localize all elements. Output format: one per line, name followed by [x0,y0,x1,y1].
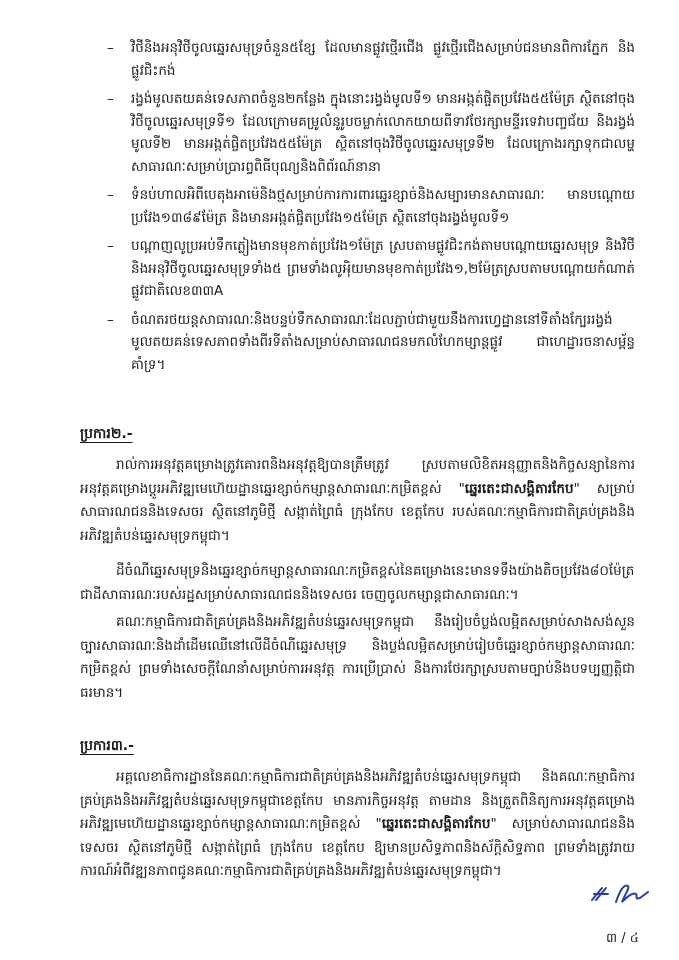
list-item [107,309,635,377]
paragraph-text: អគ្គលេខាធិការដ្ឋាននៃគណៈកម្មាធិការជាតិគ្រប់គ្រងនិងអភិវឌ្ឍតំបន់ឆ្នេរសមុទ្រកម្ពុជា និងគណៈកម្មាធិការគ្រប់គ្រងនិងអភិវឌ្ឍតំបន់ឆ្នេរសមុទ្រកម្ពុជាខេត្តកែប មានភារកិច្ចអនុវត្ត តាមដាន និងត្រួតពិនិត្យការអនុវត្តគម្រោងអភិវឌ្ឍមេហ៊េយដ្ឋានឆ្នេរខ្សាច់កម្សាន្តសាធារណៈកម្រិតខ្ពស់ " [80,769,635,832]
list-item-text: ចំណតរថយន្តសាធារណៈនិងបន្ទប់ទឹកសាធារណៈដែលភ្ជាប់ជាមួយនឹងការហ្វេដ្ឋាននៅទីតាំងក្បែររង្វង់មូលតយគន់ទេសភាពទាំងពីរទីតាំងសម្រាប់សាធារណជនមកលំហែកម្សាន្តផ្លូវ ជាហេដ្ឋារចនាសម្ព័ន្ធគាំទ្រ។ [131,311,635,373]
article-2-paragraph-1 [80,454,635,548]
bullet-dash: – [107,311,114,328]
page-number: ៣ / ៤ [606,931,639,946]
list-item [107,235,635,303]
list-item [107,88,635,178]
list-item-text: រង្វង់មូលតយគន់ទេសភាពចំនួន២កន្លែង ក្នុងនោះរង្វង់មូលទី១ មានអង្កត់ផ្ចិតប្រវែង៥៥ម៉ែត្រ ស្ថិតនៅចុងវិថីចូលឆ្នេរសមុទ្រទី១ ដែលក្រោមគម្រូលំនូរូបចម្លាក់លោកយាយពីទាវថែរក្សាមន្ទីរទេវាបញ្ចជ័យ និងរង្វង់មូលទី២ មានអង្កត់ផ្ចិតប្រវែង៥៥ម៉ែត្រ ស្ថិតនៅចុងវិថីចូលឆ្នេរសមុទ្រទី២ ដែលក្រោងរក្សាទុកជាលម្ហសាធារណៈសម្រាប់ប្រារព្ធពិធីបុណ្យនិងពិព័រណ៍នានា [131,91,635,175]
paragraph-text: " សម្រាប់សាធារណជននិងទេសចរ ស្ថិតនៅភូមិថ្មី សង្កាត់ព្រៃធំ ក្រុងកែប ខេត្តកែប ឱ្យមានប្រសិទ្ធភាពនិងស័ក្តិសិទ្ធភាព ព្រមទាំងត្រូវរាយការណ៍អំពីវឌ្ឍនភាពជូនគណៈកម្មាធិការជាតិគ្រប់គ្រងនិងអភិវឌ្ឍតំបន់ឆ្នេរសមុទ្រកម្ពុជា។ [80,816,635,879]
bullet-dash: – [107,238,114,254]
article-2-paragraph-2: ដីចំណីឆ្នេរសមុទ្រនិងឆ្នេរខ្សាច់កម្សាន្តសាធារណៈកម្រិតខ្ពស់នៃគម្រោងនេះមានទទឹងយ៉ាងតិចប្រវែង៨០ម៉ែត្រជាដីសាធារណៈរបស់រដ្ឋសម្រាប់សាធារណជននិងទេសចរ ចេញចូលកម្សាន្តជាសាធារណៈ។ [80,563,635,603]
bullet-list [107,37,635,382]
bullet-dash: – [107,40,114,56]
article-2-paragraph-3: គណៈកម្មាធិការជាតិគ្រប់គ្រងនិងអភិវឌ្ឍតំបន់ឆ្នេរសមុទ្រកម្ពុជា នឹងរៀបចំប្លង់លម្អិតសម្រាប់សាងសង់សួនច្បារសាធារណៈនិងដាំដើមឈើនៅលើដីចំណីឆ្នេរសមុទ្រ និងប្លង់លម្អិតសម្រាប់រៀបចំឆ្នេរខ្សាច់កម្សាន្តសាធារណៈកម្រិតខ្ពស់ ព្រមទាំងសេចក្តីណែនាំសម្រាប់ការអនុវត្ត ការប្រើប្រាស់ និងការថែរក្សាស្របតាមច្បាប់និងបទប្បញ្ញត្តិជាធរមាន។ [80,614,635,701]
bullet-dash: – [107,187,114,203]
paragraph-text: រាល់ការអនុវត្តគម្រោងត្រូវគោរពនិងអនុវត្តឱ្យបានត្រឹមត្រូវ ស្របតាមលិខិតអនុញ្ញាតនិងកិច្ចសន្យានៃការអនុវត្តគម្រោងប្តូរអភិវឌ្ឍមេហ៊េយដ្ឋានឆ្នេរខ្សាច់កម្សាន្តសាធារណៈកម្រិតខ្ពស់ " [80,457,635,497]
list-item [107,184,635,229]
list-item [107,37,635,82]
list-item-text: បណ្តាញលូប្រអប់ទឹកភ្លៀងមានមុខកាត់ប្រវែង១ម៉ែត្រ ស្របតាមផ្លូវជិះកង់តាមបណ្តោយឆ្នេរសមុទ្រ និងវិថីនិងអនុវិថីចូលឆ្នេរសមុទ្រទាំង៥ ព្រមទាំងលូអុិយមានមុខកាត់ប្រវែង១,២ម៉ែត្រស្របតាមបណ្តោយកំណាត់ផ្លូវជាតិលេខ៣៣A [131,238,635,299]
list-item-text: វិថីនិងអនុវិថីចូលឆ្នេរសមុទ្រចំនួន៥ខ្សែ ដែលមានផ្លូវថ្មើរជើង ផ្លូវថ្មើរជើងសម្រាប់ជនមានពិការភ្នែក និងផ្លូវជិះកង់ [131,40,635,79]
article-3-heading: ប្រការ៣.- [80,738,134,754]
list-item-text: ទំនប់ហាលអិពីបេតុងអាម៉េនិងថ្មសម្រាប់ការការពារឆ្នេរខ្សាច់និងសម្បារមានសាធារណៈ មានបណ្តោយប្រវែង១៣៨៩ម៉ែត្រ និងមានអង្កត់ផ្ចិតប្រវែង១៥ម៉ែត្រ ស្ថិតនៅចុងរង្វង់មូលទី១ [131,187,635,226]
project-name: ឆ្នេរតេះជាសង្គិតារកែប [381,816,491,832]
paragraph-text: " សម្រាប់សាធារណជននិងទេសចរ ស្ថិតនៅភូមិថ្មី សង្កាត់ព្រៃធំ ក្រុងកែប ខេត្តកែប របស់គណៈកម្មាធិការជាតិគ្រប់គ្រងនិងអភិវឌ្ឍតំបន់ឆ្នេរសមុទ្រកម្ពុជា។ [80,480,635,544]
bullet-dash: – [107,91,114,107]
article-3-paragraph-1 [80,766,635,884]
project-name: ឆ្នេរតេះជាសង្គិតារកែប [464,480,574,497]
article-2-heading: ប្រការ២.- [80,426,133,442]
signature-initials [590,880,650,906]
